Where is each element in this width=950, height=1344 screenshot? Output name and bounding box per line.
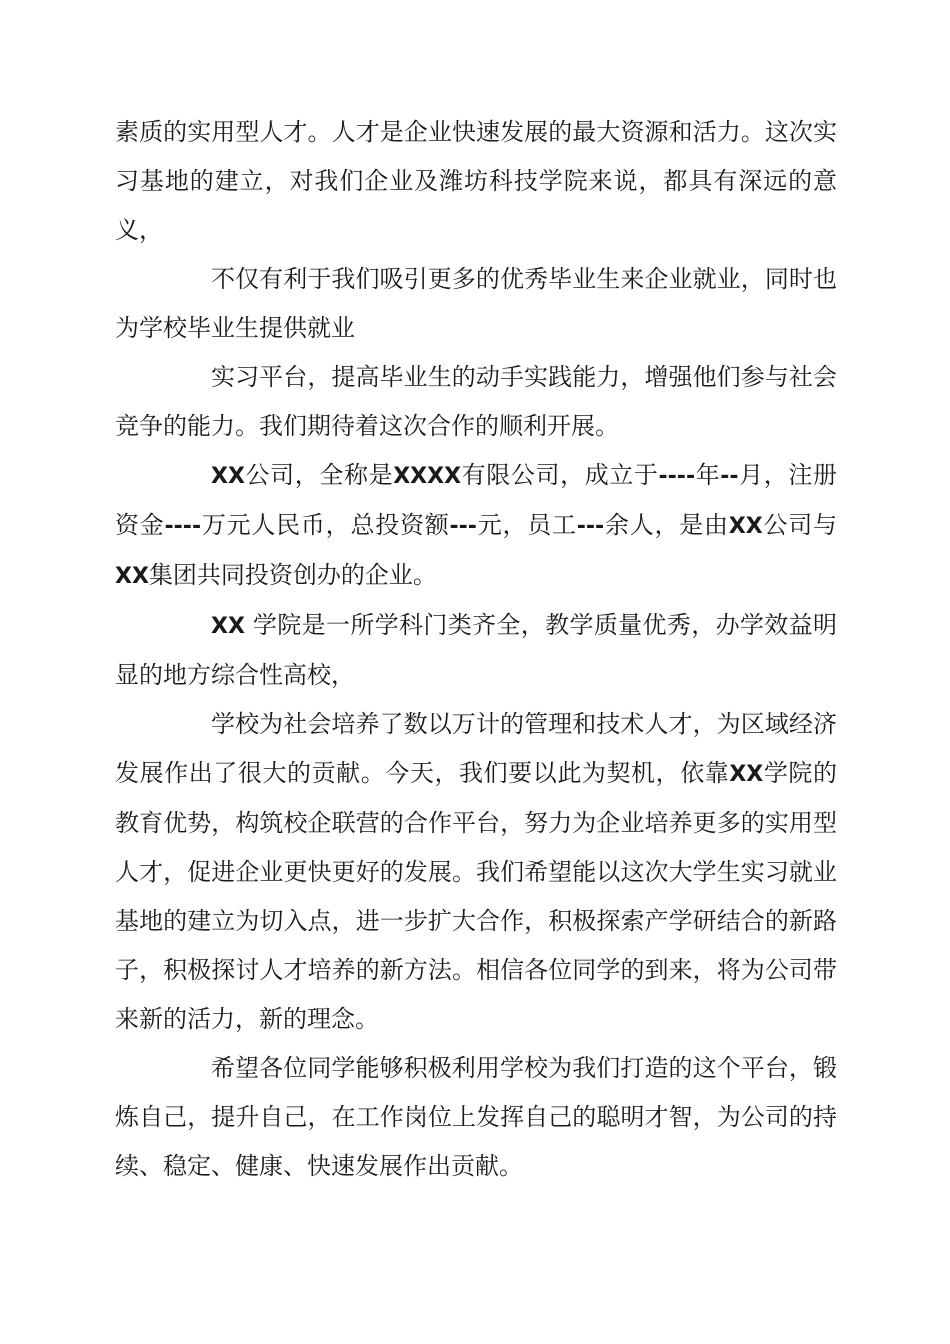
bold-text-run: XX <box>729 762 764 787</box>
text-run: 学院的教育优势，构筑校企联营的合作平台，努力为企业培养更多的实用型人才，促进企业更快更好的发展。我们希望能以这次大学生实习就业基地的建立为切入点，进一步扩大合作，积极探索产学研结合的新路子，积极探讨人才培养的新方法。相信各位同学的到来，将为公司带来新的活力，新的理念。 <box>115 759 838 1033</box>
paragraph-5 <box>115 601 837 700</box>
text-run: 希望各位同学能够积极利用学校为我们打造的这个平台，锻炼自己，提升自己，在工作岗位上发挥自己的聪明才智，为公司的持续、稳定、健康、快速发展作出贡献。 <box>115 1054 837 1180</box>
text-run: 公司与 <box>762 511 838 539</box>
bold-text-run: XX <box>211 464 245 489</box>
paragraph-6 <box>115 700 837 1044</box>
bold-text-run: --- <box>576 514 605 539</box>
text-run: 万元人民币，总投资额 <box>201 511 450 539</box>
bold-text-run: ---- <box>164 514 202 539</box>
bold-text-run: --- <box>449 514 477 539</box>
paragraph-3 <box>115 353 837 451</box>
text-run: 实习平台，提高毕业生的动手实践能力，增强他们参与社会竞争的能力。我们期待着这次合作的顺利开展。 <box>115 363 837 440</box>
text-run: 学校为社会培养了数以万计的管理和技术人才，为区域经济发展作出了很大的贡献。今天，我们要以此为契机，依靠 <box>115 710 837 787</box>
paragraph-7 <box>115 1044 837 1191</box>
text-run: 学院是一所学科门类齐全，教学质量优秀，办学效益明显的地方综合性高校， <box>115 611 837 689</box>
text-run: 有限公司，成立于 <box>461 461 659 489</box>
text-run: 余人，是由 <box>604 511 729 539</box>
bold-text-run: XX <box>728 514 763 539</box>
bold-text-run: -- <box>720 464 739 489</box>
text-run: 公司，全称是 <box>244 461 394 489</box>
bold-text-run: ---- <box>658 464 696 489</box>
paragraph-2 <box>115 255 837 353</box>
text-run: 元，员工 <box>476 511 577 539</box>
paragraph-4 <box>115 451 837 601</box>
text-run: 素质的实用型人才。人才是企业快速发展的最大资源和活力。这次实习基地的建立，对我们企业及潍坊科技学院来说，都具有深远的意义， <box>115 118 837 244</box>
text-run: 集团共同投资创办的企业。 <box>148 561 437 589</box>
text-run: 不仅有利于我们吸引更多的优秀毕业生来企业就业，同时也为学校毕业生提供就业 <box>115 265 837 342</box>
bold-text-run: XXXX <box>393 464 462 489</box>
text-run: 年 <box>695 461 721 489</box>
bold-text-run: XX <box>211 614 245 639</box>
paragraph-1 <box>115 108 837 255</box>
text-run: 月，注册资金 <box>115 461 837 539</box>
document-body <box>115 108 837 1191</box>
bold-text-run: XX <box>115 564 149 589</box>
